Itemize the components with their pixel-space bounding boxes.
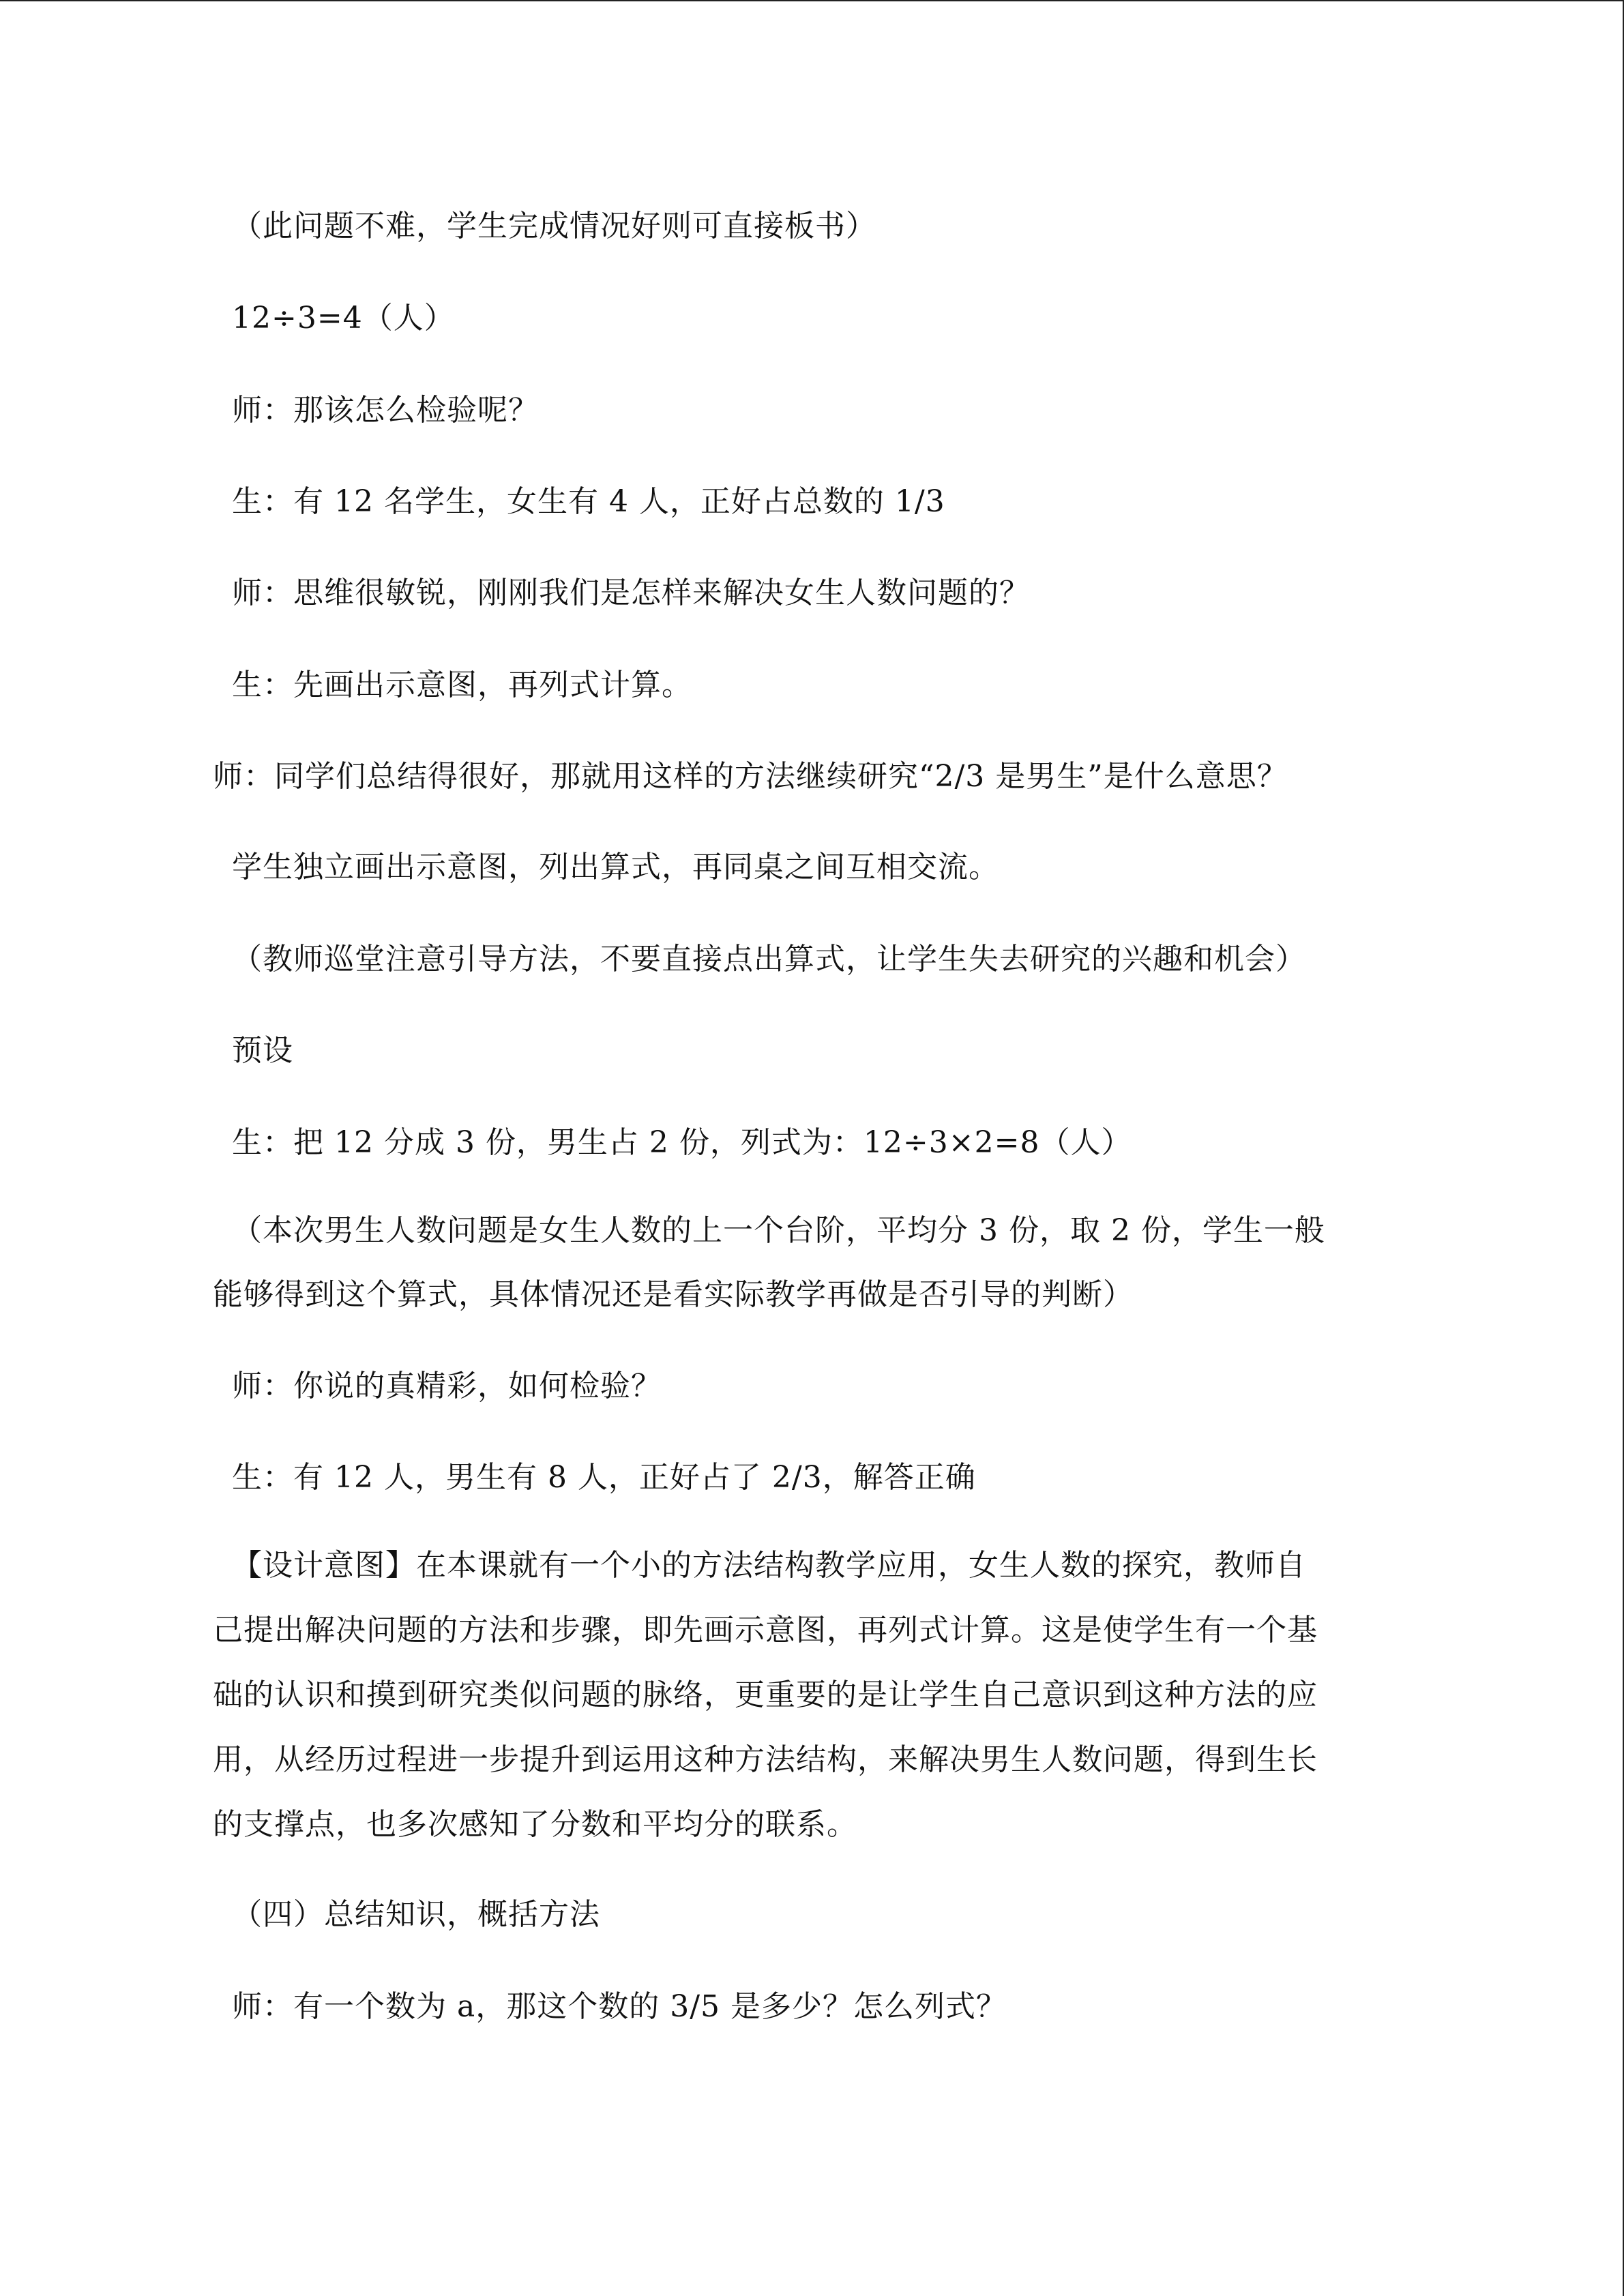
text-line: （此问题不难，学生完成情况好则可直接板书） bbox=[232, 209, 876, 243]
text-line: 师：那该怎么检验呢？ bbox=[232, 393, 539, 428]
text-line: 的支撑点，也多次感知了分数和平均分的联系。 bbox=[213, 1807, 857, 1842]
text-line: 生：有 12 人，男生有 8 人，正好占了 2/3，解答正确 bbox=[232, 1460, 976, 1495]
text-line: 生：把 12 分成 3 份，男生占 2 份，列式为：12÷3×2=8（人） bbox=[232, 1125, 1132, 1160]
text-line: （教师巡堂注意引导方法，不要直接点出算式，让学生失去研究的兴趣和机会） bbox=[232, 942, 1306, 976]
text-line: 师：同学们总结得很好，那就用这样的方法继续研究“2/3 是男生”是什么意思？ bbox=[213, 759, 1288, 794]
text-line: 生：先画出示意图，再列式计算。 bbox=[232, 668, 692, 702]
section-heading: （四）总结知识，概括方法 bbox=[232, 1897, 600, 1932]
text-line: 12÷3=4（人） bbox=[232, 301, 455, 336]
text-line: 用，从经历过程进一步提升到运用这种方法结构，来解决男生人数问题，得到生长 bbox=[213, 1742, 1318, 1777]
text-line: 学生独立画出示意图，列出算式，再同桌之间互相交流。 bbox=[232, 850, 999, 884]
text-line: 础的认识和摸到研究类似问题的脉络，更重要的是让学生自己意识到这种方法的应 bbox=[213, 1678, 1318, 1712]
text-line: 师：有一个数为 a，那这个数的 3/5 是多少？怎么列式？ bbox=[232, 1989, 1007, 2024]
text-line: 能够得到这个算式，具体情况还是看实际教学再做是否引导的判断） bbox=[213, 1277, 1134, 1312]
text-line: 【设计意图】在本课就有一个小的方法结构教学应用，女生人数的探究，教师自 bbox=[232, 1548, 1306, 1583]
text-line: （本次男生人数问题是女生人数的上一个台阶，平均分 3 份，取 2 份，学生一般 bbox=[232, 1213, 1325, 1248]
text-line: 预设 bbox=[232, 1033, 293, 1068]
text-line: 师：你说的真精彩，如何检验？ bbox=[232, 1369, 662, 1403]
text-line: 己提出解决问题的方法和步骤，即先画示意图，再列式计算。这是使学生有一个基 bbox=[213, 1613, 1318, 1648]
text-line: 师：思维很敏锐，刚刚我们是怎样来解决女生人数问题的？ bbox=[232, 576, 1030, 610]
text-line: 生：有 12 名学生，女生有 4 人，正好占总数的 1/3 bbox=[232, 484, 945, 519]
